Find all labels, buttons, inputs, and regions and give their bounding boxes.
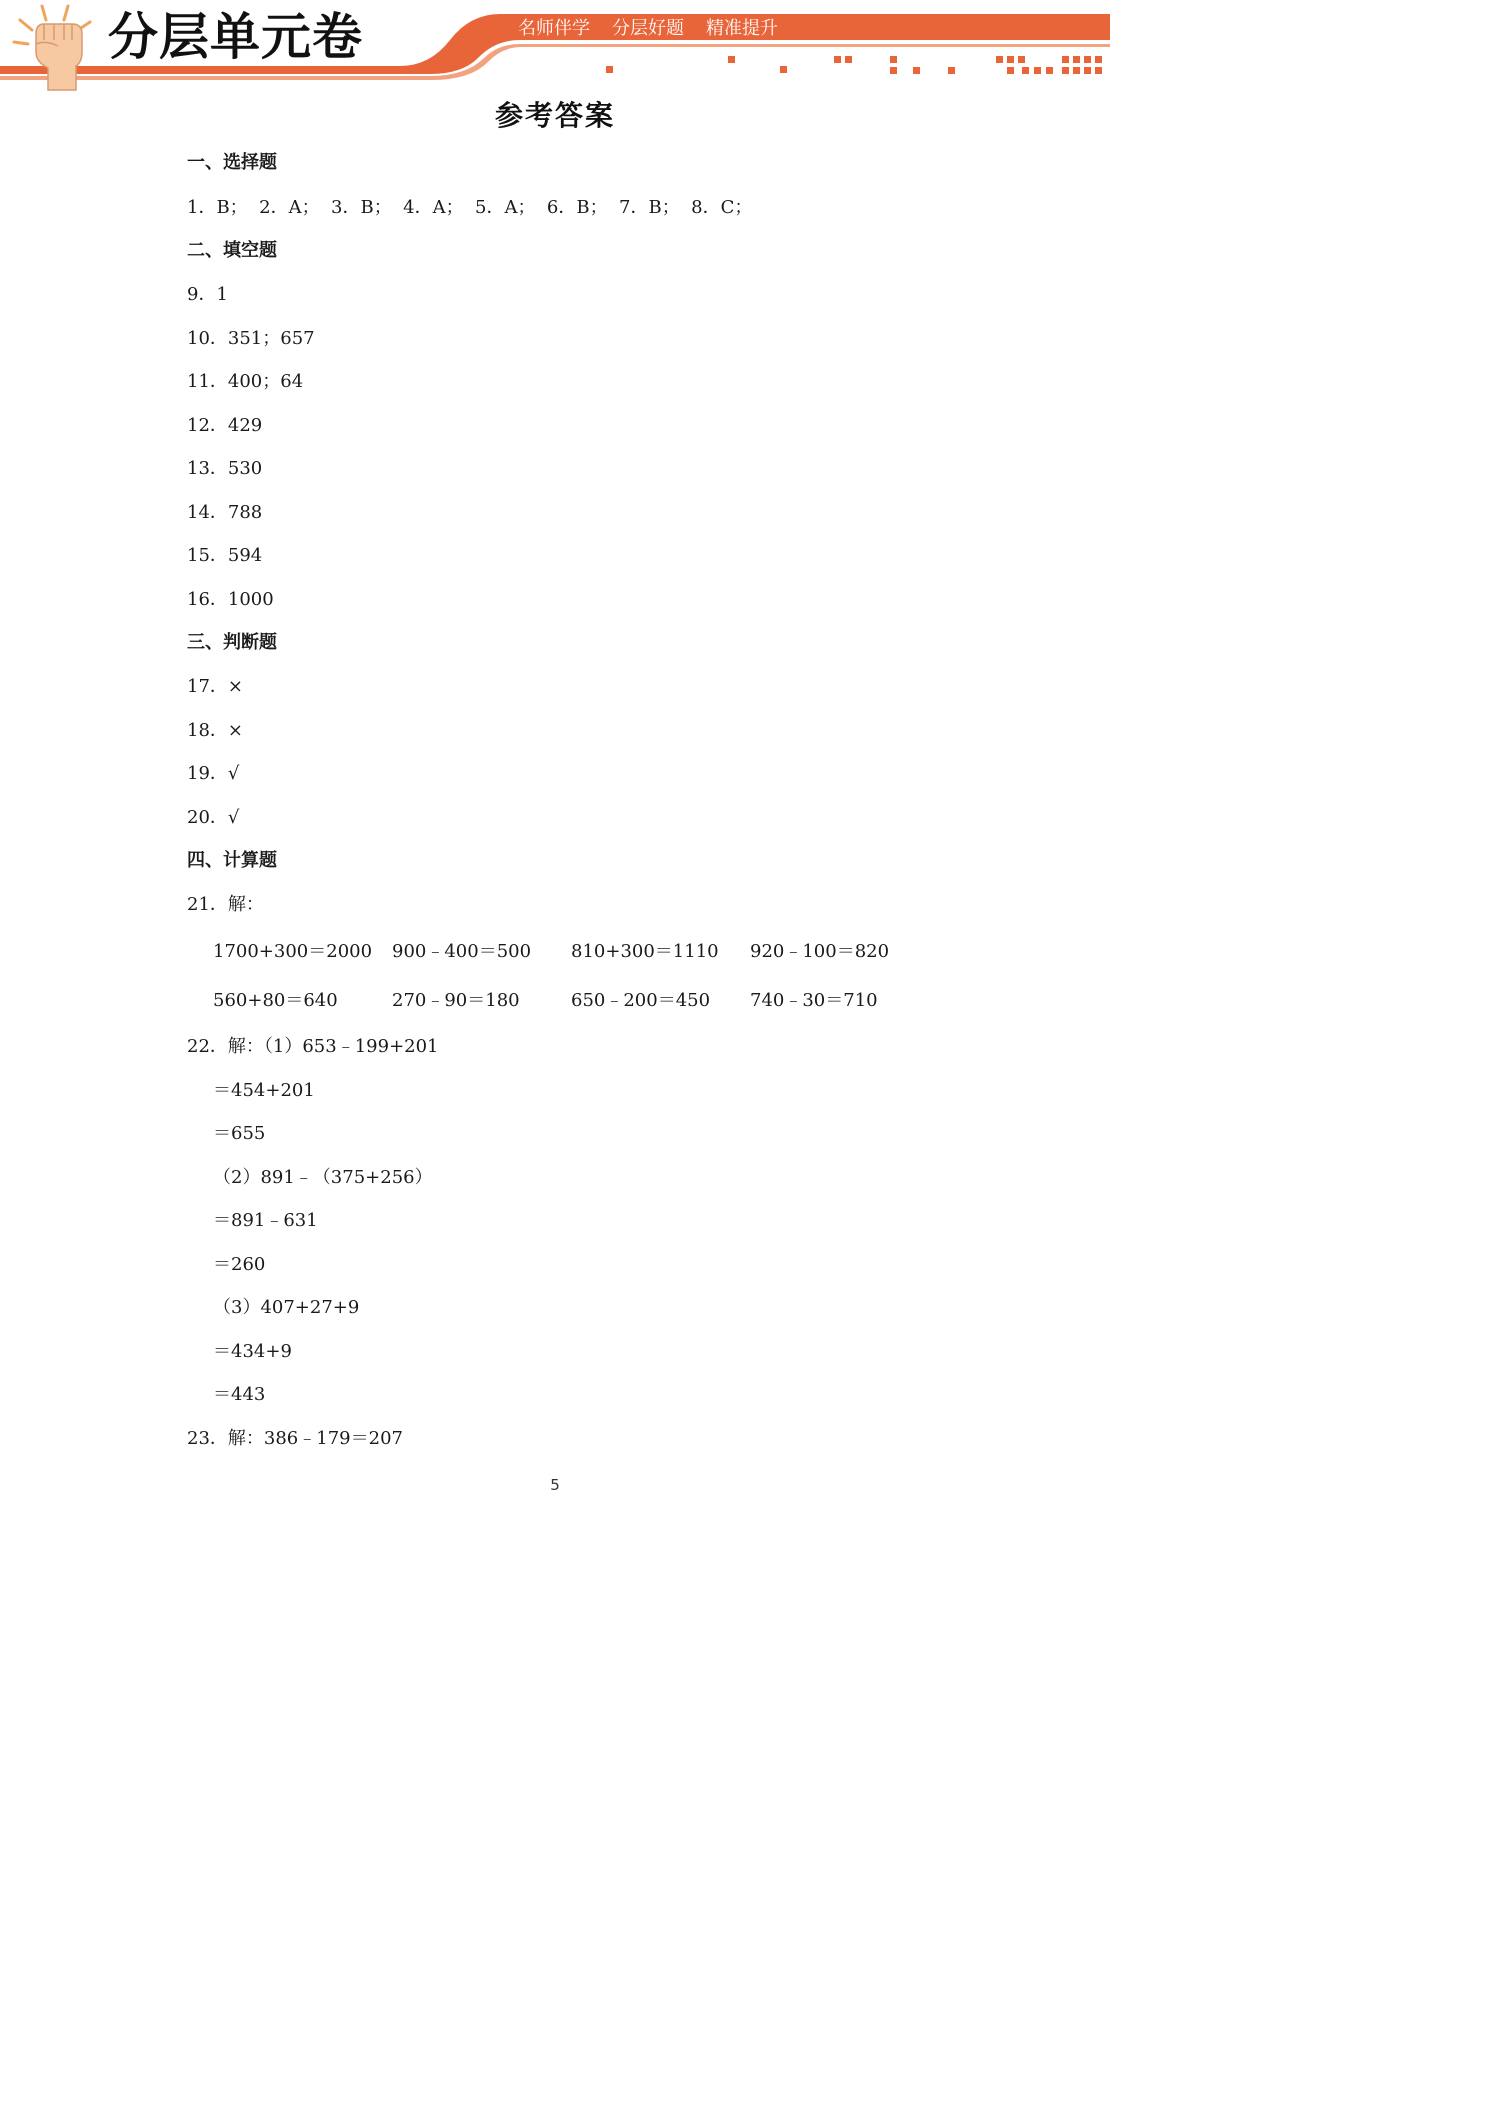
answer-item: 20．√	[187, 807, 240, 828]
brand-title: 分层单元卷	[108, 8, 363, 66]
calc-item: 1700+300＝2000	[213, 941, 373, 962]
calc-step: ＝260	[213, 1254, 266, 1275]
answer-item: 14．788	[187, 502, 263, 523]
slogan-1: 名师伴学	[518, 18, 590, 39]
calc-item: 650﹣200＝450	[571, 990, 711, 1011]
calc-step: ＝434+9	[213, 1341, 292, 1362]
choice-answers: 1．B； 2．A； 3．B； 4．A； 5．A； 6．B； 7．B； 8．C；	[187, 197, 753, 218]
section-heading-fill: 二、填空题	[187, 240, 277, 261]
page-title: 参考答案	[494, 99, 615, 132]
calc-step: ＝443	[213, 1384, 266, 1405]
calc-item: 270﹣90＝180	[392, 990, 520, 1011]
answer-item: 17．×	[187, 676, 243, 697]
calc-item: 900﹣400＝500	[392, 941, 532, 962]
calc-step: （3）407+27+9	[213, 1297, 360, 1318]
answer-item: 11．400；64	[187, 371, 304, 392]
answer-item: 12．429	[187, 415, 263, 436]
page-header	[0, 0, 1110, 95]
answer-item: 13．530	[187, 458, 263, 479]
calc-item: 810+300＝1110	[571, 941, 719, 962]
answer-item: 16．1000	[187, 589, 274, 610]
calc-step: ＝891﹣631	[213, 1210, 318, 1231]
answer-item: 15．594	[187, 545, 263, 566]
page-number: 5	[550, 1476, 560, 1494]
calc-item: 920﹣100＝820	[750, 941, 890, 962]
answer-item: 10．351；657	[187, 328, 315, 349]
section-heading-choice: 一、选择题	[187, 152, 277, 173]
decorative-squares	[606, 56, 1102, 74]
section-heading-judge: 三、判断题	[187, 632, 277, 653]
answer-item: 9．1	[187, 284, 228, 305]
answer-item: 18．×	[187, 720, 243, 741]
raised-fist-icon	[6, 0, 101, 92]
question-21-label: 21．解：	[187, 894, 264, 915]
calc-step: ＝454+201	[213, 1080, 315, 1101]
calc-step: （2）891﹣（375+256）	[213, 1167, 433, 1188]
slogan-3: 精准提升	[706, 18, 778, 39]
calc-step: ＝655	[213, 1123, 266, 1144]
slogan-2: 分层好题	[612, 18, 684, 39]
calc-item: 740﹣30＝710	[750, 990, 878, 1011]
question-23-answer: 23．解：386﹣179＝207	[187, 1428, 403, 1449]
question-22-label: 22．解：（1）653﹣199+201	[187, 1036, 439, 1057]
answer-item: 19．√	[187, 763, 240, 784]
calc-item: 560+80＝640	[213, 990, 338, 1011]
section-heading-calc: 四、计算题	[187, 850, 277, 871]
